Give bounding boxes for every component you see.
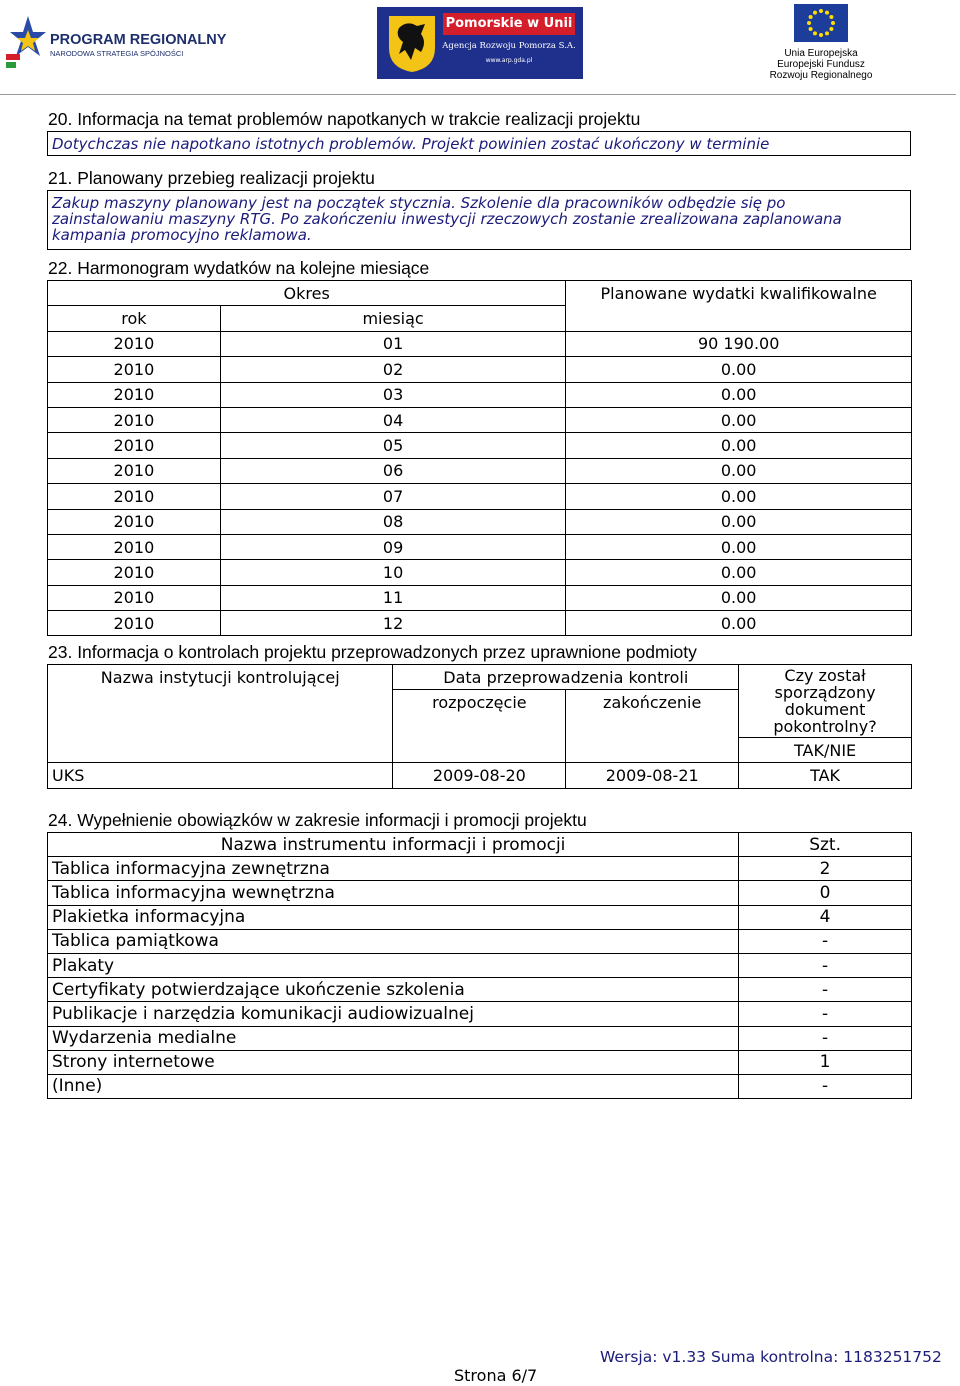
cell-miesiac: 02 bbox=[220, 357, 566, 382]
table-row bbox=[48, 560, 912, 585]
section-21-text: Zakup maszyny planowany jest na początek stycznia. Szkolenie dla pracowników odbędzie się po zainstalowaniu maszyny RTG. Po zakończeniu inwestycji rzeczowych zostanie zrealizowana zaplanowana kampania promocyjno reklamowa. bbox=[52, 194, 842, 244]
cell-miesiac: 10 bbox=[220, 560, 566, 585]
header-instrument-name: Nazwa instrumentu informacji i promocji bbox=[48, 833, 739, 857]
cell-quantity: - bbox=[739, 1002, 912, 1026]
cell-quantity: 2 bbox=[739, 857, 912, 881]
section-20-box bbox=[47, 131, 911, 156]
cell-rok: 2010 bbox=[48, 534, 221, 559]
table-row bbox=[48, 763, 912, 788]
cell-quantity: 1 bbox=[739, 1050, 912, 1074]
cell-instrument: (Inne) bbox=[48, 1074, 739, 1098]
cell-rok: 2010 bbox=[48, 458, 221, 483]
cell-instrument: Tablica informacyjna zewnętrzna bbox=[48, 857, 739, 881]
program-regionalny-logo bbox=[6, 14, 227, 74]
table-row bbox=[48, 433, 912, 458]
page-header bbox=[0, 0, 960, 96]
table-row bbox=[48, 407, 912, 432]
eu-caption: Unia Europejska Europejski Fundusz Rozwoju Regionalnego bbox=[769, 48, 873, 81]
star-logo-icon bbox=[6, 16, 46, 72]
table-header-row bbox=[48, 833, 912, 857]
header-start: rozpoczęcie bbox=[393, 690, 566, 763]
table-header-row bbox=[48, 281, 912, 306]
promotion-table bbox=[47, 832, 912, 1099]
table-row bbox=[48, 509, 912, 534]
cell-amount: 0.00 bbox=[566, 458, 912, 483]
table-row bbox=[48, 905, 912, 929]
inspection-institution: UKS bbox=[48, 763, 393, 788]
section-22-title: 22. Harmonogram wydatków na kolejne miesiące bbox=[48, 258, 430, 278]
cell-quantity: 0 bbox=[739, 881, 912, 905]
cell-instrument: Plakietka informacyjna bbox=[48, 905, 739, 929]
table-row bbox=[48, 382, 912, 407]
cell-amount: 0.00 bbox=[566, 357, 912, 382]
eu-logo bbox=[766, 4, 876, 84]
section-23-title: 23. Informacja o kontrolach projektu przeprowadzonych przez uprawnione podmioty bbox=[48, 642, 697, 662]
cell-amount: 0.00 bbox=[566, 484, 912, 509]
cell-rok: 2010 bbox=[48, 433, 221, 458]
pomorskie-w-unii-logo bbox=[377, 7, 583, 79]
cell-miesiac: 06 bbox=[220, 458, 566, 483]
cell-amount: 0.00 bbox=[566, 585, 912, 610]
cell-amount: 0.00 bbox=[566, 382, 912, 407]
table-row bbox=[48, 611, 912, 636]
cell-rok: 2010 bbox=[48, 382, 221, 407]
promotion-rows bbox=[48, 857, 912, 1099]
schedule-rows bbox=[48, 331, 912, 636]
cell-rok: 2010 bbox=[48, 560, 221, 585]
cell-quantity: - bbox=[739, 1074, 912, 1098]
cell-miesiac: 08 bbox=[220, 509, 566, 534]
cell-rok: 2010 bbox=[48, 484, 221, 509]
header-tak-nie: TAK/NIE bbox=[739, 738, 912, 763]
cell-miesiac: 04 bbox=[220, 407, 566, 432]
banner-title: Pomorskie w Unii bbox=[443, 13, 575, 35]
header-quantity: Szt. bbox=[739, 833, 912, 857]
table-row bbox=[48, 1002, 912, 1026]
section-20-text: Dotychczas nie napotkano istotnych problemów. Projekt powinien zostać ukończony w terminie bbox=[52, 135, 770, 153]
header-planned-expenses: Planowane wydatki kwalifikowalne bbox=[566, 281, 912, 332]
cell-miesiac: 11 bbox=[220, 585, 566, 610]
expenditure-schedule-table bbox=[47, 280, 912, 636]
cell-instrument: Wydarzenia medialne bbox=[48, 1026, 739, 1050]
cell-rok: 2010 bbox=[48, 509, 221, 534]
cell-quantity: - bbox=[739, 953, 912, 977]
cell-quantity: - bbox=[739, 978, 912, 1002]
header-institution: Nazwa instytucji kontrolującej bbox=[48, 665, 393, 763]
page-number: Strona 6/7 bbox=[454, 1366, 538, 1385]
cell-rok: 2010 bbox=[48, 611, 221, 636]
cell-amount: 0.00 bbox=[566, 433, 912, 458]
cell-quantity: - bbox=[739, 1026, 912, 1050]
agency-name: Agencja Rozwoju Pomorza S.A. bbox=[442, 41, 576, 51]
table-row bbox=[48, 857, 912, 881]
cell-quantity: 4 bbox=[739, 905, 912, 929]
table-row bbox=[48, 881, 912, 905]
cell-instrument: Certyfikaty potwierdzające ukończenie szkolenia bbox=[48, 978, 739, 1002]
cell-instrument: Publikacje i narzędzia komunikacji audiowizualnej bbox=[48, 1002, 739, 1026]
table-row bbox=[48, 484, 912, 509]
cell-miesiac: 07 bbox=[220, 484, 566, 509]
table-row bbox=[48, 585, 912, 610]
cell-instrument: Strony internetowe bbox=[48, 1050, 739, 1074]
table-header-row bbox=[48, 665, 912, 690]
section-21-title: 21. Planowany przebieg realizacji projektu bbox=[48, 168, 375, 188]
header-divider bbox=[0, 94, 956, 95]
table-row bbox=[48, 458, 912, 483]
inspection-start: 2009-08-20 bbox=[393, 763, 566, 788]
header-inspection-date: Data przeprowadzenia kontroli bbox=[393, 665, 739, 690]
logo-title: PROGRAM REGIONALNY bbox=[50, 32, 227, 48]
cell-miesiac: 01 bbox=[220, 331, 566, 356]
cell-quantity: - bbox=[739, 929, 912, 953]
table-row bbox=[48, 978, 912, 1002]
header-end: zakończenie bbox=[566, 690, 739, 763]
header-okres: Okres bbox=[48, 281, 566, 306]
cell-miesiac: 05 bbox=[220, 433, 566, 458]
header-miesiac: miesiąc bbox=[220, 306, 566, 331]
table-row bbox=[48, 953, 912, 977]
inspection-end: 2009-08-21 bbox=[566, 763, 739, 788]
cell-rok: 2010 bbox=[48, 585, 221, 610]
cell-amount: 0.00 bbox=[566, 611, 912, 636]
section-21-box bbox=[47, 190, 911, 250]
eu-flag-icon bbox=[794, 4, 848, 42]
agency-url: www.arp.gda.pl bbox=[485, 57, 533, 64]
header-post-inspection-document: Czy został sporządzony dokument pokontrolny? bbox=[739, 665, 912, 738]
cell-instrument: Tablica informacyjna wewnętrzna bbox=[48, 881, 739, 905]
table-row bbox=[48, 331, 912, 356]
cell-miesiac: 09 bbox=[220, 534, 566, 559]
header-rok: rok bbox=[48, 306, 221, 331]
cell-amount: 0.00 bbox=[566, 407, 912, 432]
cell-instrument: Tablica pamiątkowa bbox=[48, 929, 739, 953]
cell-rok: 2010 bbox=[48, 331, 221, 356]
table-row bbox=[48, 1074, 912, 1098]
inspection-document: TAK bbox=[739, 763, 912, 788]
section-20-title: 20. Informacja na temat problemów napotkanych w trakcie realizacji projektu bbox=[48, 109, 641, 129]
cell-amount: 0.00 bbox=[566, 534, 912, 559]
cell-miesiac: 12 bbox=[220, 611, 566, 636]
cell-rok: 2010 bbox=[48, 357, 221, 382]
cell-miesiac: 03 bbox=[220, 382, 566, 407]
table-row bbox=[48, 357, 912, 382]
inspections-table bbox=[47, 664, 912, 789]
section-24-title: 24. Wypełnienie obowiązków w zakresie informacji i promocji projektu bbox=[48, 810, 587, 830]
griffin-crest-icon bbox=[385, 12, 439, 74]
cell-amount: 0.00 bbox=[566, 560, 912, 585]
table-row bbox=[48, 929, 912, 953]
cell-amount: 90 190.00 bbox=[566, 331, 912, 356]
cell-rok: 2010 bbox=[48, 407, 221, 432]
table-row bbox=[48, 1050, 912, 1074]
logo-subtitle: NARODOWA STRATEGIA SPÓJNOŚCI bbox=[50, 49, 184, 58]
version-checksum: Wersja: v1.33 Suma kontrolna: 1183251752 bbox=[600, 1348, 942, 1366]
cell-amount: 0.00 bbox=[566, 509, 912, 534]
table-row bbox=[48, 1026, 912, 1050]
cell-instrument: Plakaty bbox=[48, 953, 739, 977]
table-row bbox=[48, 534, 912, 559]
